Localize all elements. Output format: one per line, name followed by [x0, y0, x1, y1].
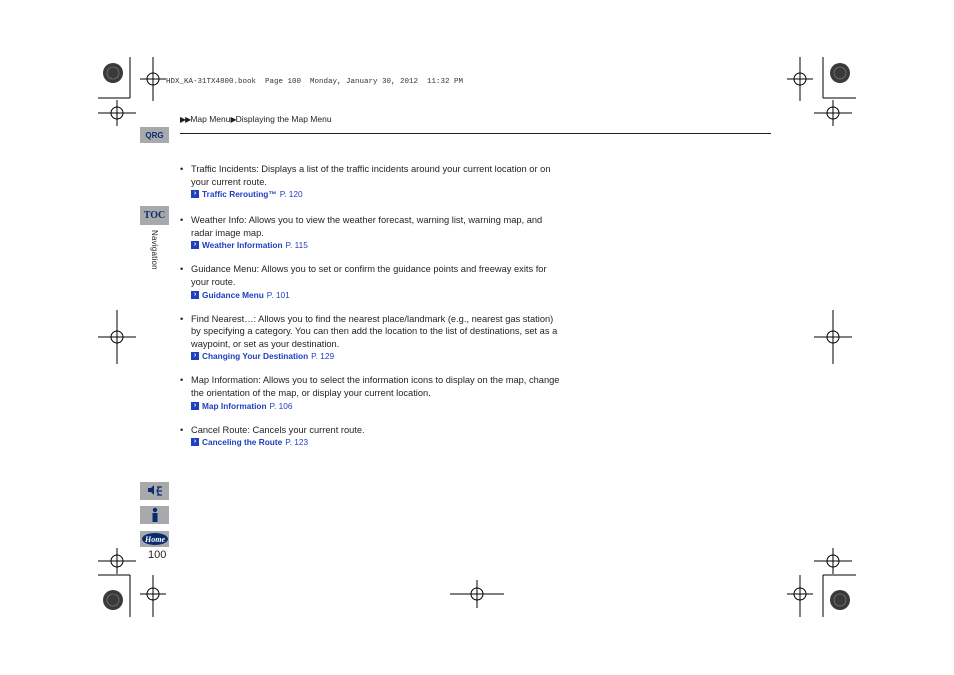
home-icon	[141, 532, 169, 546]
toc-tab[interactable]: TOC	[140, 206, 169, 225]
page-number: 100	[148, 549, 167, 561]
voice-command-icon	[146, 484, 164, 498]
xref-title[interactable]: Weather Information	[202, 240, 283, 251]
xref-page[interactable]: P. 101	[266, 289, 290, 300]
bullet: •	[180, 164, 184, 174]
item-term: Traffic Incidents:	[191, 164, 259, 174]
item-term: Find Nearest…:	[191, 313, 257, 324]
print-info: HDX_KA-31TX4800.book Page 100 Monday, January 30, 2012 11:32 PM	[166, 78, 464, 86]
xref-title[interactable]: Traffic Rerouting™	[202, 189, 277, 200]
item-description: Allows you to find the nearest place/landmark (e.g., nearest gas station) by specifying a category. You can then add the location to the list of destinations, set as a waypoint, or set as your destination.	[191, 313, 558, 349]
info-icon	[148, 507, 162, 523]
item-description: Displays a list of the traffic incidents around your current location or on your current route.	[191, 164, 551, 187]
link-arrow-icon: ›	[191, 291, 199, 299]
xref-page[interactable]: P. 129	[311, 351, 335, 362]
xref-page[interactable]: P. 120	[279, 189, 303, 200]
cross-reference[interactable]	[191, 400, 560, 412]
xref-title[interactable]: Changing Your Destination	[202, 351, 309, 362]
item-term: Weather Info:	[191, 215, 247, 226]
link-arrow-icon: ›	[191, 438, 199, 446]
home-button[interactable]	[140, 531, 169, 547]
bullet: •	[180, 375, 184, 386]
xref-title[interactable]: Map Information	[202, 400, 267, 411]
link-arrow-icon: ›	[191, 352, 199, 360]
qrg-tab[interactable]: QRG	[140, 127, 169, 143]
info-button[interactable]	[140, 506, 169, 524]
item-term: Map Information:	[191, 375, 261, 386]
link-arrow-icon: ›	[191, 402, 199, 410]
bullet: •	[180, 215, 184, 226]
cross-reference[interactable]	[191, 188, 560, 200]
list-item	[180, 424, 560, 449]
breadcrumb-page: Displaying the Map Menu	[235, 114, 332, 124]
cross-reference[interactable]	[191, 289, 560, 301]
list-item	[180, 163, 560, 200]
list-item	[180, 374, 560, 411]
item-description: Allows you to set or confirm the guidance points and freeway exits for your route.	[191, 264, 547, 287]
item-description: Allows you to select the information icons to display on the map, change the orientation of the map, or display your current location.	[191, 375, 560, 398]
xref-page[interactable]: P. 106	[269, 400, 293, 411]
bullet: •	[180, 313, 184, 324]
list-item	[180, 214, 560, 251]
list-item	[180, 313, 560, 363]
menu-item-list	[180, 163, 560, 460]
xref-title[interactable]: Guidance Menu	[202, 289, 264, 300]
item-description: Cancels your current route.	[249, 424, 365, 435]
svg-text:Home: Home	[144, 535, 165, 544]
xref-page[interactable]: P. 115	[285, 240, 308, 251]
item-term: Cancel Route:	[191, 424, 250, 435]
chapter-label: Navigation	[150, 230, 159, 270]
header-rule	[180, 133, 771, 134]
voice-command-button[interactable]	[140, 482, 169, 500]
cross-reference[interactable]	[191, 436, 560, 448]
xref-page[interactable]: P. 123	[285, 437, 309, 448]
link-arrow-icon: ›	[191, 190, 199, 198]
cross-reference[interactable]	[191, 350, 560, 362]
bullet: •	[180, 424, 184, 435]
link-arrow-icon: ›	[191, 241, 199, 249]
item-description: Allows you to view the weather forecast, warning list, warning map, and radar image map.	[191, 215, 543, 238]
list-item	[180, 263, 560, 300]
item-term: Guidance Menu:	[191, 264, 260, 275]
xref-title[interactable]: Canceling the Route	[202, 437, 283, 448]
breadcrumb-section[interactable]: Map Menu	[190, 114, 231, 124]
breadcrumb-arrow-icon: ▶▶	[180, 115, 191, 124]
cross-reference[interactable]	[191, 239, 560, 251]
bullet: •	[180, 264, 184, 275]
breadcrumb-separator-icon: ▶	[230, 115, 236, 124]
breadcrumb	[180, 114, 332, 124]
